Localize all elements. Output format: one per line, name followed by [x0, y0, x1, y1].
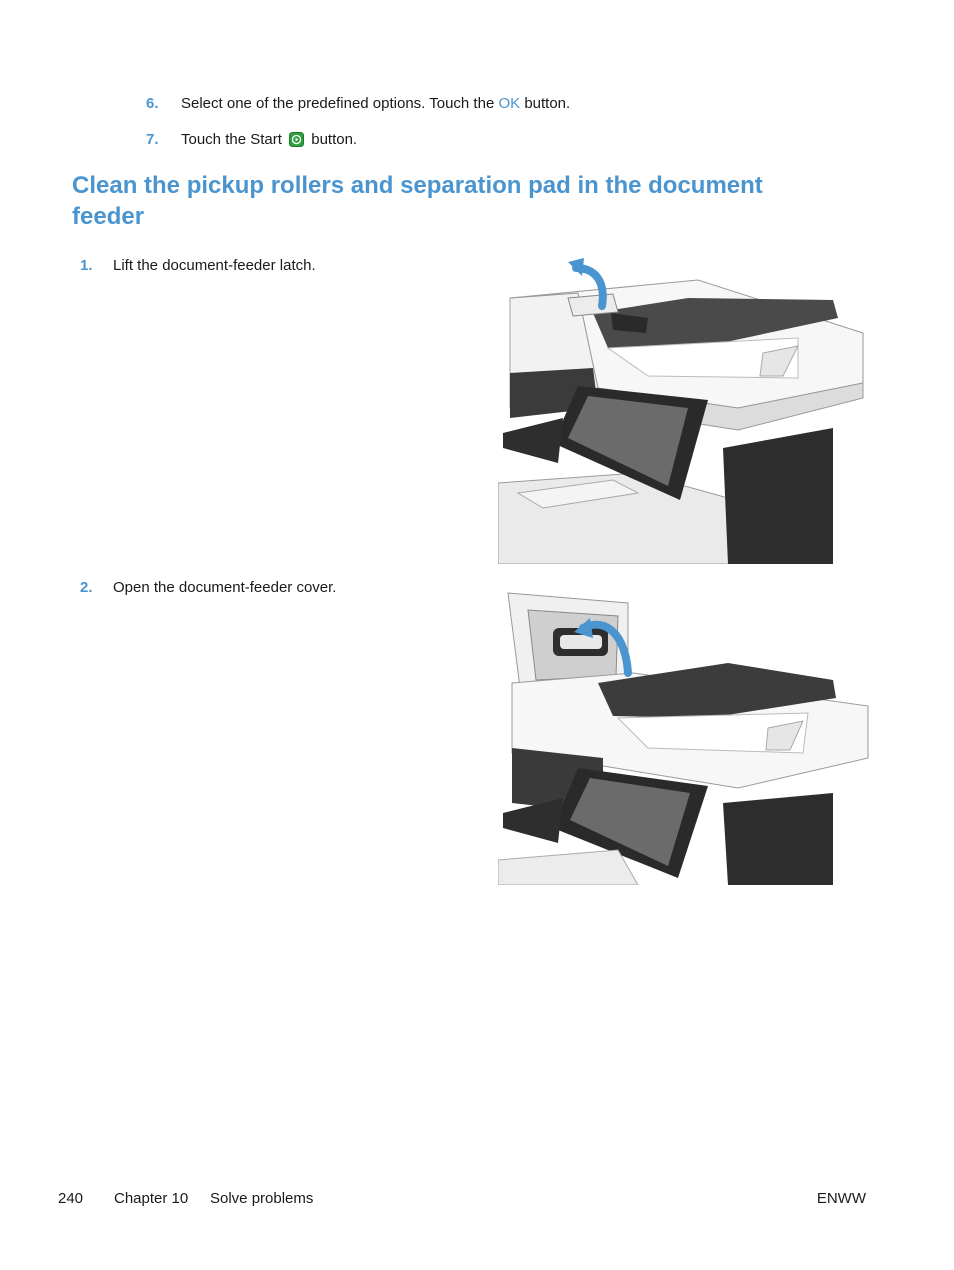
start-button-icon	[289, 132, 304, 147]
step-text-before: Touch the Start	[181, 131, 287, 148]
footer-enww: ENWW	[816, 1190, 866, 1207]
step-number: 1.	[80, 257, 93, 274]
step-number: 2.	[80, 579, 93, 596]
step-text-after: button.	[520, 95, 571, 112]
step-text: Open the document-feeder cover.	[113, 579, 337, 596]
step-text: Lift the document-feeder latch.	[113, 257, 316, 274]
printer-latch-figure	[498, 258, 870, 564]
chapter-title: Solve problems	[210, 1190, 314, 1207]
printer-cover-open-figure	[498, 588, 872, 885]
step-number: 7.	[146, 131, 159, 148]
step-text-after: button.	[307, 131, 358, 148]
ok-button-label: OK	[498, 95, 521, 112]
section-title: Clean the pickup rollers and separation pad in the document feeder	[72, 172, 763, 230]
step-text	[181, 131, 357, 149]
step-text-before: Select one of the predefined options. Touch the	[181, 95, 499, 112]
page-number: 240	[58, 1190, 84, 1207]
chapter-label: Chapter 10	[114, 1190, 189, 1207]
step-number: 6.	[146, 95, 159, 112]
step-text	[181, 95, 570, 113]
